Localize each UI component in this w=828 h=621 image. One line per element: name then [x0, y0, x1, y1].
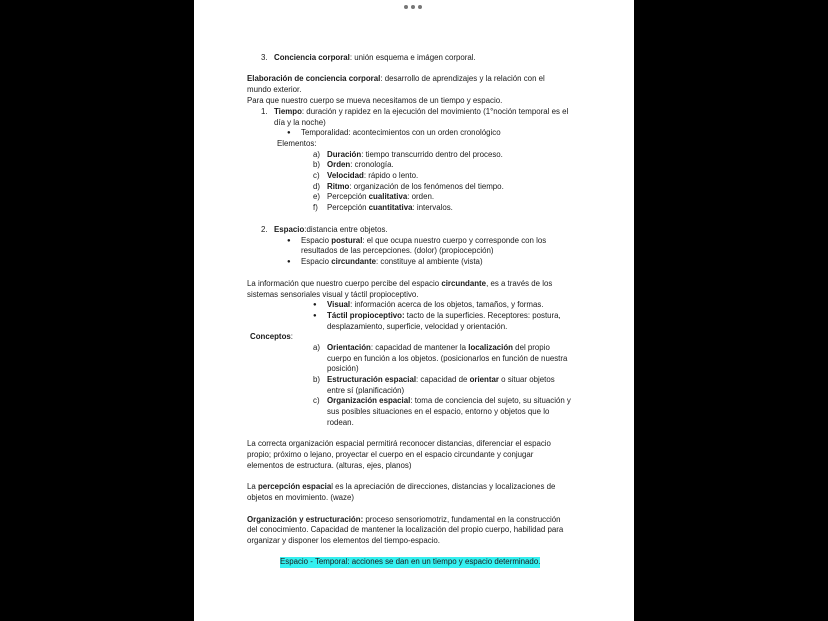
- list-letter: b): [313, 375, 321, 384]
- text-line: posición): [327, 364, 359, 373]
- highlighted-text: Espacio - Temporal: acciones se dan en un tiempo y espacio determinado.: [280, 557, 541, 566]
- list-number: 2.: [261, 225, 268, 234]
- bullet-icon: ●: [287, 130, 291, 136]
- text-line: cuerpo en función a los objetos. (posicionarlos en función de nuestra: [327, 354, 568, 363]
- text-line: Espacio:distancia entre objetos.: [274, 225, 388, 234]
- text-line: resultados de las percepciones. (dolor) (propiocepción): [301, 246, 494, 255]
- bullet-icon: ●: [287, 238, 291, 244]
- text-line: mundo exterior.: [247, 85, 302, 94]
- list-letter: e): [313, 192, 321, 201]
- text-line: elementos de estructura. (alturas, ejes, planos): [247, 461, 412, 470]
- text-line: Conciencia corporal: unión esquema e imágen corporal.: [274, 53, 476, 62]
- text-line: La correcta organización espacial permitirá reconocer distancias, diferenciar el espacio: [247, 439, 551, 448]
- text-line: Elementos:: [277, 139, 317, 148]
- text-line: Percepción cuantitativa: intervalos.: [327, 203, 453, 212]
- text-line: Visual: información acerca de los objetos, tamaños, y formas.: [327, 300, 544, 309]
- text-line: organizar y disponer los elementos del tiempo-espacio.: [247, 536, 440, 545]
- text-line: entre sí (planificación): [327, 386, 405, 395]
- text-line: objetos en movimiento. (waze): [247, 493, 355, 502]
- text-line: La información que nuestro cuerpo percibe del espacio circundante, es a través de los: [247, 279, 553, 288]
- text-line: Velocidad: rápido o lento.: [327, 171, 419, 180]
- text-line: Táctil propioceptivo: tacto de la superficies. Receptores: postura,: [327, 311, 561, 320]
- text-line: Espacio circundante: constituye al ambiente (vista): [301, 257, 483, 266]
- text-line: sistemas sensoriales visual y táctil propioceptivo.: [247, 290, 419, 299]
- text-line: Para que nuestro cuerpo se mueva necesitamos de un tiempo y espacio.: [247, 96, 503, 105]
- list-letter: b): [313, 160, 321, 169]
- text-line: Espacio postural: el que ocupa nuestro cuerpo y corresponde con los: [301, 236, 547, 245]
- text-line: del conocimiento. Capacidad de mantener la localización del propio cuerpo, habilidad para: [247, 525, 564, 534]
- text-line: Elaboración de conciencia corporal: desarrollo de aprendizajes y la relación con el: [247, 74, 545, 83]
- more-options-icon[interactable]: [404, 5, 422, 9]
- list-number: 1.: [261, 107, 268, 116]
- text-line: La percepción espacial es la apreciación de direcciones, distancias y localizaciones de: [247, 482, 556, 491]
- text-line: desplazamiento, superficie, velocidad y orientación.: [327, 322, 508, 331]
- text-line: Estructuración espacial: capacidad de orientar o situar objetos: [327, 375, 555, 384]
- text-line: sus posibles situaciones en el espacio, entorno y objetos que lo: [327, 407, 550, 416]
- text-line: Duración: tiempo transcurrido dentro del proceso.: [327, 150, 503, 159]
- list-number: 3.: [261, 53, 268, 62]
- list-letter: a): [313, 343, 321, 352]
- text-line: Organización espacial: toma de conciencia del sujeto, su situación y: [327, 396, 571, 405]
- bullet-icon: ●: [287, 259, 291, 265]
- text-line: día y la noche): [274, 118, 326, 127]
- text-line: Orden: cronología.: [327, 160, 394, 169]
- text-line: Ritmo: organización de los fenómenos del tiempo.: [327, 182, 504, 191]
- text-line: propio; próximo o lejano, proyectar el cuerpo en el espacio circundante y conjugar: [247, 450, 534, 459]
- text-line: Tiempo: duración y rapidez en la ejecución del movimiento (1°noción temporal es el: [274, 107, 569, 116]
- text-line: Organización y estructuración: proceso sensoriomotriz, fundamental en la construcción: [247, 515, 561, 524]
- list-letter: d): [313, 182, 321, 191]
- list-letter: c): [313, 171, 320, 180]
- list-letter: a): [313, 150, 321, 159]
- text-line: rodean.: [327, 418, 354, 427]
- bullet-icon: ●: [313, 313, 317, 319]
- text-line: Percepción cualitativa: orden.: [327, 192, 435, 201]
- text-line: Orientación: capacidad de mantener la localización del propio: [327, 343, 550, 352]
- list-letter: c): [313, 396, 320, 405]
- bullet-icon: ●: [313, 302, 317, 308]
- text-line: Temporalidad: acontecimientos con un orden cronológico: [301, 128, 501, 137]
- list-letter: f): [313, 203, 318, 212]
- text-line: Conceptos:: [250, 332, 293, 341]
